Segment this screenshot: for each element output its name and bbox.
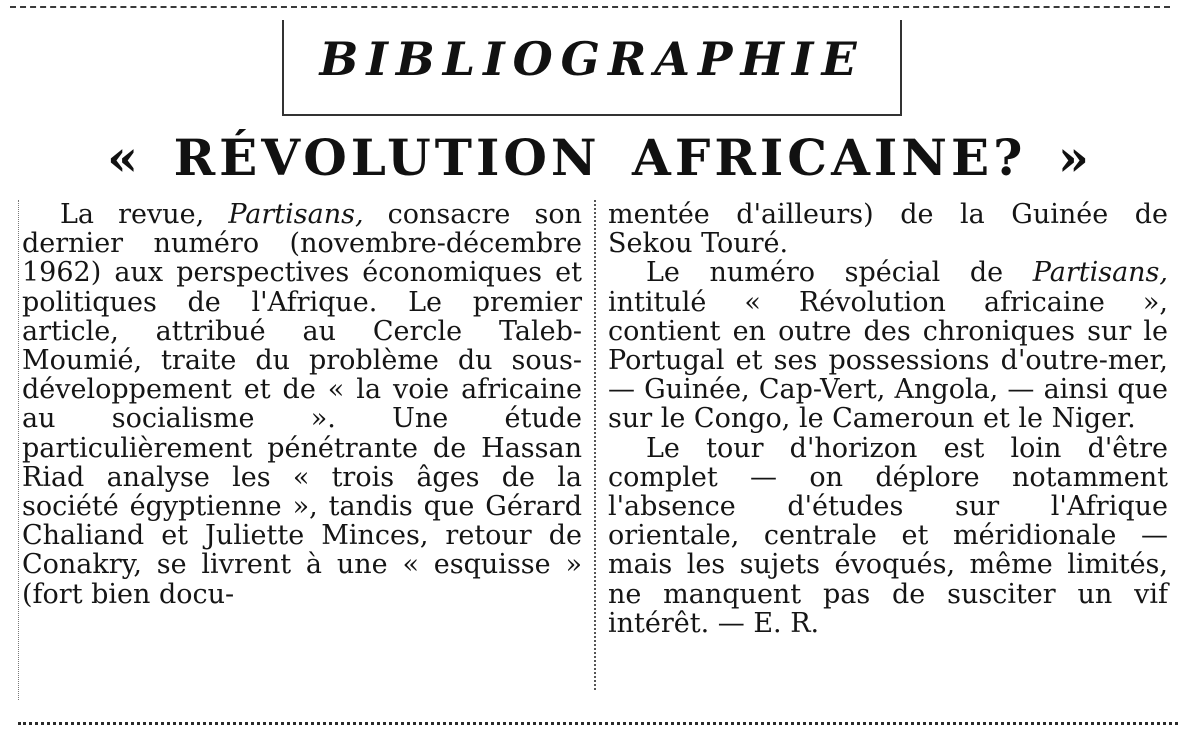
top-rule [10, 6, 1170, 8]
bottom-rule [18, 722, 1178, 725]
column-divider [594, 200, 596, 690]
publication-name: Partisans, [1032, 257, 1168, 289]
paragraph-1-continued: mentée d'ailleurs) de la Guinée de Sekou Touré. [608, 199, 1168, 260]
paragraph-1 [22, 200, 582, 609]
paragraph-2-lead: Le numéro spécial de [646, 257, 1033, 289]
paragraph-1-lead: La revue, [60, 199, 229, 230]
article-column-right [608, 200, 1168, 638]
left-edge-rule [18, 200, 19, 700]
article-headline: « RÉVOLUTION AFRICAINE? » [106, 128, 1094, 187]
paragraph-3: Le tour d'horizon est loin d'être complet — on déplore notamment l'absence d'études sur l'Afrique orientale, centrale et méridionale — mais les sujets évoqués, même limités, ne manquent pas de susciter un vif intérêt. — E. R. [608, 432, 1168, 639]
publication-name: Partisans, [228, 199, 364, 230]
section-header-box [282, 20, 902, 116]
paragraph-2 [608, 258, 1168, 433]
section-title: BIBLIOGRAPHIE [319, 32, 865, 86]
paragraph-2-body: intitulé « Révolution africaine », contient en outre des chroniques sur le Portugal et ses possessions d'outre-mer, — Guinée, Cap-Vert, Angola, — ainsi que sur le Congo, le Cameroun et le Niger. [608, 286, 1168, 435]
article-column-left [22, 200, 582, 609]
paragraph-1-body: consacre son dernier numéro (novembre-décembre 1962) aux perspectives économiques et politiques de l'Afrique. Le premier article, attribué au Cercle Taleb-Moumié, traite du problème du sous-développement et de « la voie africaine au socialisme ». Une étude particulièrement pénétrante de Hassan Riad analyse les « trois âges de la société égyptienne », tandis que Gérard Chaliand et Juliette Minces, retour de Conakry, se livrent à une « esquisse » (fort bien docu- [22, 199, 582, 610]
